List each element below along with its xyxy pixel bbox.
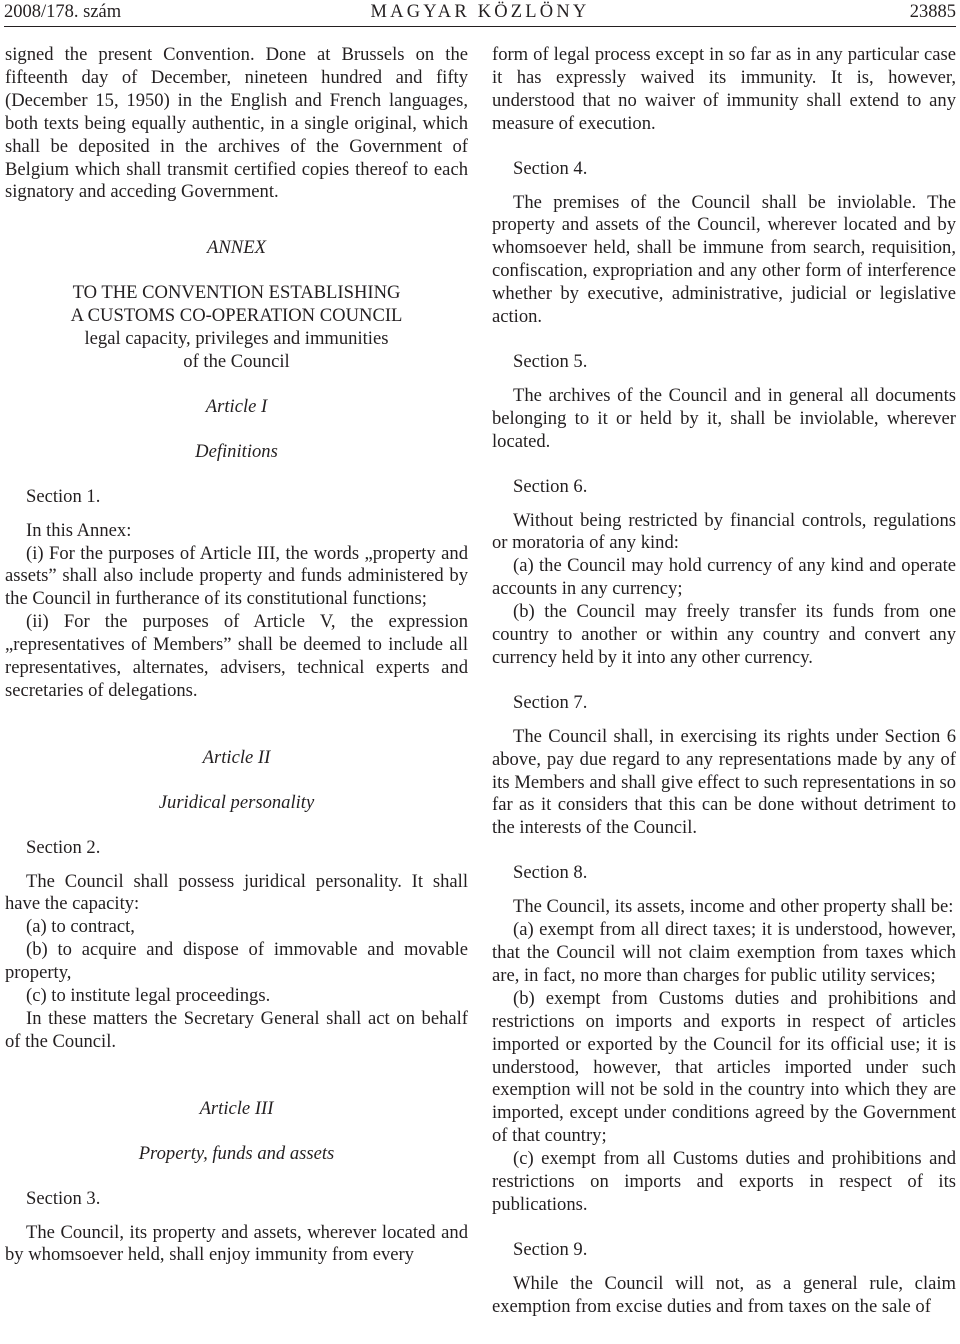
section-1-item-ii: (ii) For the purposes of Article V, the expression „representatives of Members” shall be deemed to include all representatives, alternates, advisers, technical experts and secretaries of delegations. bbox=[5, 611, 468, 701]
section-2-closing: In these matters the Secretary General shall act on behalf of the Council. bbox=[5, 1008, 468, 1052]
left-column bbox=[5, 44, 468, 1267]
page-header bbox=[4, 0, 956, 27]
right-column bbox=[492, 44, 956, 1319]
section-6-item-b: (b) the Council may freely transfer its funds from one country to another or within any country and convert any currency held by it into any other currency. bbox=[492, 601, 956, 668]
issue-number: 2008/178. szám bbox=[4, 2, 122, 22]
section-7-heading: Section 7. bbox=[513, 691, 588, 713]
article-3-label: Article III bbox=[199, 1097, 274, 1119]
section-6-item-a: (a) the Council may hold currency of any kind and operate accounts in any currency; bbox=[492, 555, 956, 600]
section-2-text: The Council shall possess juridical personality. It shall have the capacity: bbox=[5, 870, 468, 915]
closing-paragraph: signed the present Convention. Done at Brussels on the fifteenth day of December, nineteen hundred and fifty (December 15, 1950) in the English and French languages, both texts being equally authentic, in a single original, which shall be deposited in the archives of the Government of Belgium which shall transmit certified copies thereof to each signatory and acceding Government. bbox=[5, 44, 468, 203]
section-8-item-b: (b) exempt from Customs duties and prohibitions and restrictions on imports and exports in respect of articles imported or exported by the Council for its official use; it is understood, however, that articles imported under such exemption will not be sold in the country into which they are imported, except under conditions agreed by the Government of that country; bbox=[492, 987, 956, 1147]
section-9-text: While the Council will not, as a general rule, claim exemption from excise duties and from taxes on the sale of bbox=[492, 1272, 956, 1317]
article-1-title: Definitions bbox=[195, 440, 278, 462]
section-1-item-i: (i) For the purposes of Article III, the words „property and assets” shall also include property and funds administered by the Council in furtherance of its constitutional functions; bbox=[5, 542, 468, 610]
annex-label: ANNEX bbox=[207, 237, 266, 259]
section-8-item-a: (a) exempt from all direct taxes; it is understood, however, that the Council will not claim exemption from taxes which are, in fact, no more than charges for public utility services; bbox=[492, 919, 956, 986]
page-number: 23885 bbox=[909, 2, 956, 22]
article-2-title: Juridical personality bbox=[158, 791, 315, 813]
section-3-continuation: form of legal process except in so far as in any particular case it has expressly waived its immunity. It is, however, understood that no waiver of immunity shall extend to any measure of execution. bbox=[492, 44, 956, 134]
annex-title-line-4: of the Council bbox=[183, 350, 290, 372]
section-2-item-c: (c) to institute legal proceedings. bbox=[26, 985, 271, 1007]
section-5-text: The archives of the Council and in general all documents belonging to it or held by it, shall be inviolable, wherever located. bbox=[492, 384, 956, 452]
section-3-heading: Section 3. bbox=[26, 1187, 101, 1209]
section-7-text: The Council shall, in exercising its rights under Section 6 above, pay due regard to any representations made by any of its Members and shall give effect to such representations in so far as it considers that this can be done without detriment to the interests of the Council. bbox=[492, 725, 956, 839]
annex-title-line-3: legal capacity, privileges and immunities bbox=[84, 328, 389, 350]
section-3-text: The Council, its property and assets, wherever located and by whomsoever held, shall enjoy immunity from every bbox=[5, 1221, 468, 1266]
annex-title-line-1: TO THE CONVENTION ESTABLISHING bbox=[72, 282, 401, 304]
annex-title-line-2: A CUSTOMS CO-OPERATION COUNCIL bbox=[70, 305, 403, 327]
section-8-item-c: (c) exempt from all Customs duties and prohibitions and restrictions on imports and exports in respect of its publications. bbox=[492, 1148, 956, 1215]
article-2-label: Article II bbox=[202, 746, 271, 768]
section-4-text: The premises of the Council shall be inviolable. The property and assets of the Council, wherever located and by whomsoever held, shall be immune from search, requisition, confiscation, expropriation and any other form of interference whether by executive, administrative, judicial or legislative action. bbox=[492, 191, 956, 328]
section-9-heading: Section 9. bbox=[513, 1238, 588, 1260]
section-2-item-b: (b) to acquire and dispose of immovable and movable property, bbox=[5, 939, 468, 984]
section-2-item-a: (a) to contract, bbox=[26, 916, 135, 938]
article-1-label: Article I bbox=[205, 395, 268, 417]
section-2-heading: Section 2. bbox=[26, 836, 101, 858]
section-5-heading: Section 5. bbox=[513, 350, 588, 372]
section-8-text: The Council, its assets, income and other property shall be: bbox=[513, 896, 954, 918]
section-8-heading: Section 8. bbox=[513, 862, 588, 884]
section-1-intro: In this Annex: bbox=[26, 519, 132, 541]
journal-title: MAGYAR KÖZLÖNY bbox=[370, 2, 590, 22]
section-6-text: Without being restricted by financial controls, regulations or moratoria of any kind: bbox=[492, 509, 956, 554]
section-1-heading: Section 1. bbox=[26, 485, 101, 507]
section-4-heading: Section 4. bbox=[513, 157, 588, 179]
article-3-title: Property, funds and assets bbox=[138, 1142, 335, 1164]
section-6-heading: Section 6. bbox=[513, 475, 588, 497]
